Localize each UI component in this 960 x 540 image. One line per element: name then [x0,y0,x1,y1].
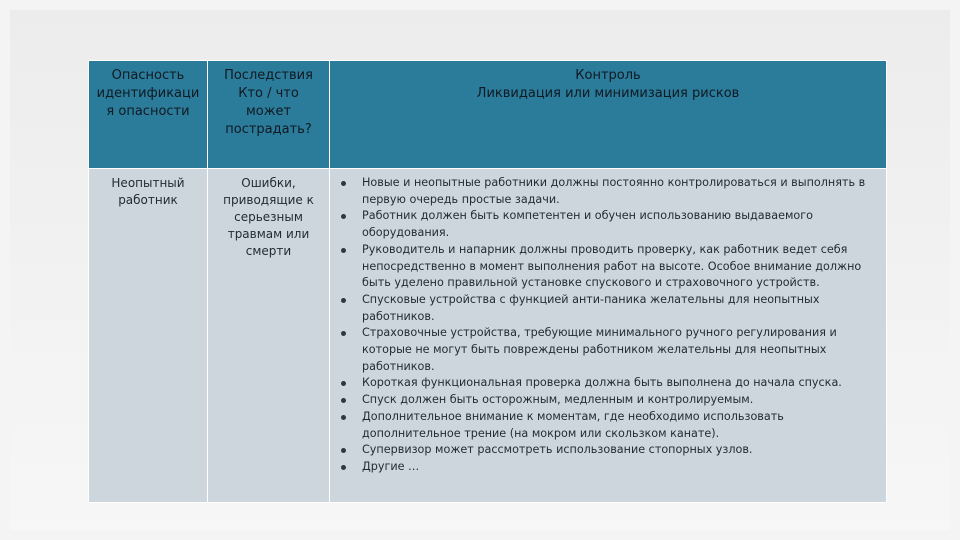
bullet-icon [341,331,346,336]
list-item-text: Короткая функциональная проверка должна быть выполнена до начала спуска. [362,376,842,390]
hazard-text: Неопытный работник [111,176,185,207]
bullet-icon [341,465,346,470]
bullet-icon [341,214,346,219]
header-hazard-line-2: идентификаци [96,86,200,101]
table-header-row [89,61,887,169]
bullet-icon [341,298,346,303]
header-consequences [208,61,330,169]
list-item-text: Руководитель и напарник должны проводить проверку, как работник ведет себя непосредственно в момент выполнения работ на высоте. Особое внимание должно быть уделено правильной установке спускового и страховочного устройств. [362,242,862,290]
risk-assessment-table [88,60,887,503]
header-consequences-line-4: пострадать? [225,122,312,137]
bullet-icon [341,398,346,403]
header-consequences-line-2: Кто / что [238,86,299,101]
controls-list [330,169,886,476]
header-control [330,61,887,169]
list-item-text: Спусковые устройства с функцией анти-паника желательны для неопытных работников. [362,292,820,323]
list-item-text: Спуск должен быть осторожным, медленным и контролируемым. [362,393,754,407]
list-item [338,208,880,241]
list-item [338,392,880,409]
list-item-text: Работник должен быть компетентен и обучен использованию выдаваемого оборудования. [362,209,813,240]
cell-consequences [208,169,330,503]
bullet-icon [341,415,346,420]
header-control-line-1: Контроль [575,68,641,83]
bullet-icon [341,381,346,386]
bullet-icon [341,248,346,253]
header-consequences-line-3: может [245,104,292,119]
list-item-text: Страховочные устройства, требующие минимального ручного регулирования и которые не могут быть повреждены работником желательны для неопытных работников. [362,326,837,373]
list-item-text: Другие … [362,459,420,473]
header-control-line-2: Ликвидация или минимизация рисков [476,86,740,101]
header-hazard [89,61,208,169]
list-item [338,459,880,476]
list-item-text: Супервизор может рассмотреть использование стопорных узлов. [362,443,753,457]
list-item [338,375,880,392]
consequences-text: Ошибки, приводящие к серьезным травмам или смерти [223,176,314,258]
list-item [338,242,880,292]
cell-controls [330,169,887,503]
list-item [338,409,880,442]
list-item [338,292,880,325]
list-item [338,325,880,375]
header-hazard-line-1: Опасность [111,68,185,83]
bullet-icon [341,181,346,186]
list-item [338,175,880,208]
list-item [338,442,880,459]
list-item-text: Новые и неопытные работники должны постоянно контролироваться и выполнять в первую очередь простые задачи. [362,176,866,206]
header-consequences-line-1: Последствия [224,68,313,83]
list-item-text: Дополнительное внимание к моментам, где необходимо использовать дополнительное трение (на мокром или скользком канате). [362,409,784,440]
table-row [89,169,887,503]
bullet-icon [341,448,346,453]
header-hazard-line-3: я опасности [106,104,190,119]
cell-hazard [89,169,208,503]
